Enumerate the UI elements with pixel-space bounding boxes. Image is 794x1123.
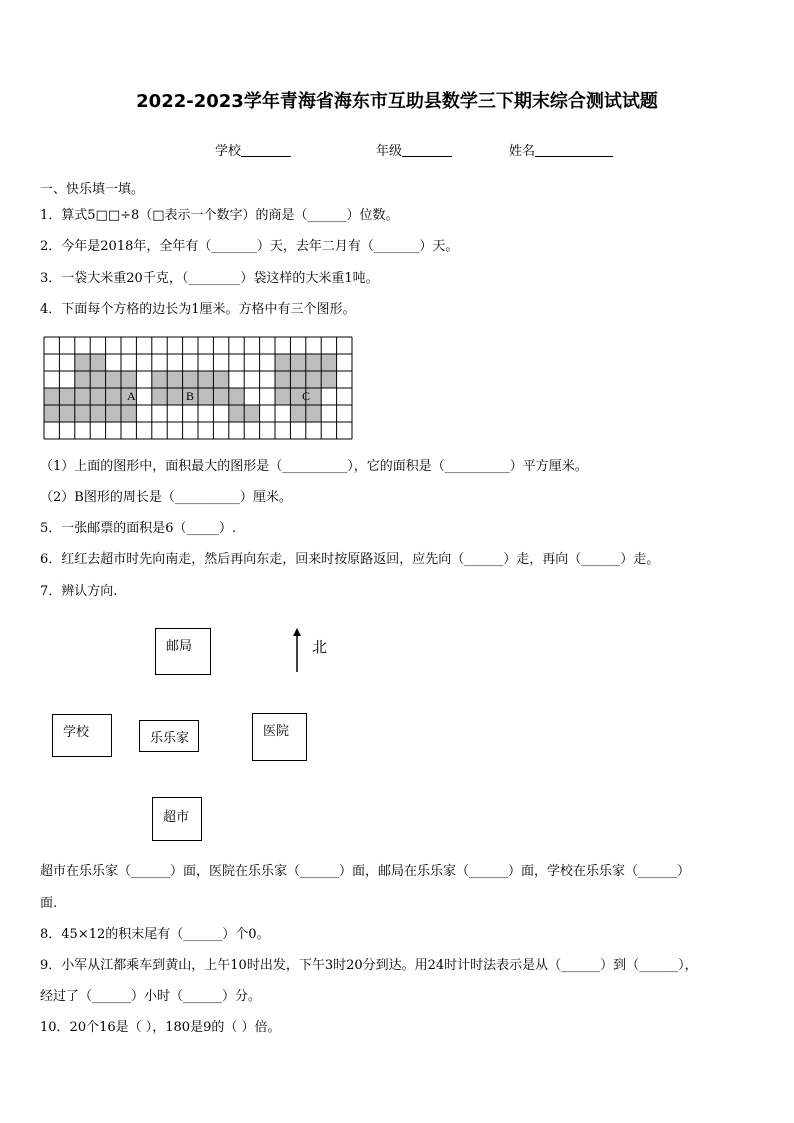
shaded-cell — [183, 371, 198, 388]
question-7-line-1: 超市在乐乐家（______）面，医院在乐乐家（______）面，邮局在乐乐家（______）面，学校在乐乐家（______） — [40, 864, 691, 879]
grade-field — [376, 140, 452, 159]
post-office-label: 邮局 — [166, 639, 193, 654]
page-title: 2022-2023学年青海省海东市互助县数学三下期末综合测试试题 — [136, 91, 658, 112]
shaded-cell — [198, 371, 213, 388]
shape-b-label: B — [186, 389, 195, 403]
question-9-line-1: 9．小军从江都乘车到黄山，上午10时出发，下午3时20分到达。用24时计时法表示是从（______）到（______）， — [40, 958, 698, 973]
shaded-cell — [321, 354, 336, 371]
hospital-label: 医院 — [263, 724, 290, 739]
shaded-cell — [290, 405, 305, 422]
shaded-cell — [244, 405, 259, 422]
north-label: 北 — [312, 638, 328, 656]
question-7-line-2: 面. — [40, 896, 58, 911]
question-2: 2．今年是2018年，全年有（_______）天，去年二月有（_______）天。 — [40, 239, 459, 254]
shaded-cell — [75, 405, 90, 422]
shaded-cell — [229, 405, 244, 422]
post-office-box — [155, 628, 211, 675]
shaded-cell — [152, 388, 167, 405]
shape-a-label: A — [127, 389, 136, 403]
home-box — [139, 720, 199, 752]
shaded-cell — [121, 405, 136, 422]
shaded-cell — [90, 354, 105, 371]
shaded-cell — [213, 388, 228, 405]
shaded-cell — [152, 371, 167, 388]
shaded-cell — [106, 371, 121, 388]
question-9-line-2: 经过了（______）小时（______）分。 — [40, 989, 262, 1004]
name-blank — [535, 143, 613, 157]
square-grid-figure — [43, 336, 355, 442]
shape-c-label: C — [302, 389, 311, 403]
shaded-cell — [121, 371, 136, 388]
shaded-cell — [90, 405, 105, 422]
school-blank — [241, 143, 291, 157]
home-label: 乐乐家 — [150, 731, 190, 746]
shaded-cell — [90, 388, 105, 405]
shaded-cell — [59, 388, 74, 405]
shaded-cell — [290, 371, 305, 388]
shaded-cell — [90, 371, 105, 388]
question-6: 6．红红去超市时先向南走，然后再向东走，回来时按原路返回，应先向（______）走，再向（______）走。 — [40, 552, 660, 567]
question-7: 7．辨认方向. — [40, 584, 118, 599]
supermarket-label: 超市 — [163, 810, 190, 825]
supermarket-box — [152, 797, 202, 841]
shaded-cell — [167, 371, 182, 388]
question-3: 3．一袋大米重20千克，（________）袋这样的大米重1吨。 — [40, 271, 379, 286]
shaded-cell — [213, 371, 228, 388]
school-box — [52, 714, 112, 757]
shaded-cell — [75, 371, 90, 388]
shaded-cell — [290, 354, 305, 371]
hospital-box — [252, 713, 307, 761]
shaded-cell — [167, 388, 182, 405]
shaded-cell — [75, 354, 90, 371]
question-1: 1．算式5□□÷8（□表示一个数字）的商是（______）位数。 — [40, 208, 399, 223]
shaded-cell — [275, 371, 290, 388]
name-field — [509, 140, 613, 159]
question-4-part-2: （2）B图形的周长是（__________）厘米。 — [40, 490, 292, 505]
shaded-cell — [306, 405, 321, 422]
question-4-part-1: （1）上面的图形中，面积最大的图形是（__________），它的面积是（__________）平方厘米。 — [40, 459, 588, 474]
north-arrow-icon — [290, 628, 304, 673]
shaded-cell — [44, 388, 59, 405]
shaded-cell — [321, 371, 336, 388]
question-8: 8．45×12的积末尾有（______）个0。 — [40, 927, 270, 942]
question-5: 5．一张邮票的面积是6（_____）. — [40, 521, 237, 536]
shaded-cell — [306, 354, 321, 371]
grade-blank — [402, 143, 452, 157]
shaded-cell — [229, 388, 244, 405]
shaded-cell — [106, 405, 121, 422]
shaded-cell — [275, 354, 290, 371]
school-label: 学校 — [215, 144, 242, 159]
school-field — [215, 140, 291, 159]
name-label: 姓名 — [509, 144, 536, 159]
shaded-cell — [275, 388, 290, 405]
shaded-cell — [44, 405, 59, 422]
shaded-cell — [75, 388, 90, 405]
shaded-cell — [306, 371, 321, 388]
question-4: 4．下面每个方格的边长为1厘米。方格中有三个图形。 — [40, 302, 356, 317]
question-10: 10．20个16是（ ），180是9的（ ）倍。 — [40, 1020, 281, 1035]
school-map-label: 学校 — [63, 725, 90, 740]
shaded-cell — [59, 405, 74, 422]
shaded-cell — [106, 388, 121, 405]
section-heading: 一、快乐填一填。 — [40, 182, 145, 197]
shaded-cell — [198, 388, 213, 405]
grade-label: 年级 — [376, 144, 403, 159]
